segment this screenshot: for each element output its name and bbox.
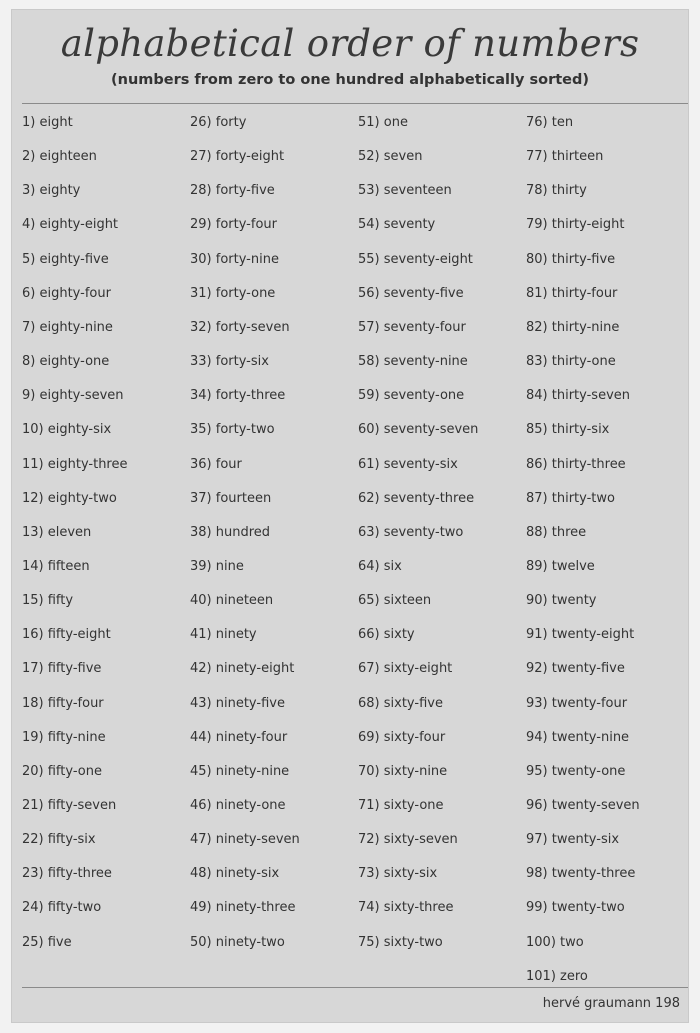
list-item: 2) eighteen	[22, 149, 97, 165]
list-item: 77) thirteen	[526, 149, 604, 165]
list-item: 99) twenty-two	[526, 900, 625, 916]
list-item: 41) ninety	[190, 627, 257, 643]
list-item: 52) seven	[358, 149, 423, 165]
list-item: 15) fifty	[22, 593, 74, 609]
list-item: 49) ninety-three	[190, 900, 296, 916]
list-item: 100) two	[526, 934, 584, 950]
list-item: 72) sixty-seven	[358, 832, 458, 848]
list-item: 16) fifty-eight	[22, 627, 111, 643]
list-item: 24) fifty-two	[22, 900, 102, 916]
list-item: 45) ninety-nine	[190, 763, 290, 779]
list-item: 27) forty-eight	[190, 149, 285, 165]
list-item: 59) seventy-one	[358, 388, 465, 404]
list-item: 48) ninety-six	[190, 866, 280, 882]
list-item: 37) fourteen	[190, 490, 272, 506]
list-item: 43) ninety-five	[190, 695, 285, 711]
list-item: 32) forty-seven	[190, 319, 290, 335]
list-item: 40) nineteen	[190, 593, 274, 609]
list-item: 26) forty	[190, 115, 247, 130]
list-item: 3) eighty	[22, 183, 81, 199]
list-item: 6) eighty-four	[22, 285, 111, 301]
list-item: 38) hundred	[190, 524, 271, 540]
list-item: 78) thirty	[526, 183, 587, 199]
list-item: 60) seventy-seven	[358, 422, 479, 438]
bottom-divider	[22, 987, 688, 988]
list-item: 51) one	[358, 115, 408, 130]
list-item: 58) seventy-nine	[358, 354, 468, 370]
top-divider	[22, 103, 688, 104]
list-item: 101) zero	[526, 968, 588, 984]
list-item: 97) twenty-six	[526, 832, 620, 848]
list-item: 75) sixty-two	[358, 934, 443, 950]
list-item: 80) thirty-five	[526, 251, 616, 267]
list-item: 87) thirty-two	[526, 490, 615, 506]
list-item: 19) fifty-nine	[22, 729, 106, 745]
list-item: 50) ninety-two	[190, 934, 285, 950]
list-item: 94) twenty-nine	[526, 729, 630, 745]
list-item: 54) seventy	[358, 217, 436, 233]
list-item: 18) fifty-four	[22, 695, 104, 711]
list-item: 98) twenty-three	[526, 866, 636, 882]
list-item: 93) twenty-four	[526, 695, 628, 711]
list-item: 71) sixty-one	[358, 798, 444, 813]
list-item: 66) sixty	[358, 627, 415, 643]
list-item: 56) seventy-five	[358, 285, 464, 301]
list-item: 5) eighty-five	[22, 251, 109, 267]
list-item: 84) thirty-seven	[526, 388, 630, 404]
list-item: 42) ninety-eight	[190, 661, 295, 677]
list-item: 46) ninety-one	[190, 798, 286, 813]
list-item: 12) eighty-two	[22, 490, 117, 506]
list-item: 11) eighty-three	[22, 456, 128, 472]
list-item: 35) forty-two	[190, 422, 275, 438]
list-item: 36) four	[190, 456, 242, 472]
list-item: 57) seventy-four	[358, 319, 466, 335]
list-item: 74) sixty-three	[358, 900, 454, 916]
list-item: 22) fifty-six	[22, 832, 96, 848]
list-item: 64) six	[358, 558, 402, 574]
list-item: 20) fifty-one	[22, 763, 102, 779]
list-item: 79) thirty-eight	[526, 217, 625, 233]
list-item: 69) sixty-four	[358, 729, 446, 745]
list-item: 14) fifteen	[22, 558, 90, 574]
list-item: 63) seventy-two	[358, 524, 464, 540]
list-item: 47) ninety-seven	[190, 832, 300, 848]
list-item: 96) twenty-seven	[526, 798, 640, 813]
list-item: 1) eight	[22, 115, 73, 130]
list-item: 28) forty-five	[190, 183, 275, 199]
list-item: 76) ten	[526, 115, 574, 130]
list-item: 13) eleven	[22, 524, 92, 540]
list-item: 25) five	[22, 934, 72, 950]
list-item: 82) thirty-nine	[526, 319, 620, 335]
list-item: 10) eighty-six	[22, 422, 112, 438]
list-item: 33) forty-six	[190, 354, 269, 370]
list-item: 4) eighty-eight	[22, 217, 119, 233]
list-item: 91) twenty-eight	[526, 627, 635, 643]
list-item: 39) nine	[190, 558, 244, 574]
list-item: 95) twenty-one	[526, 763, 626, 779]
list-item: 29) forty-four	[190, 217, 277, 233]
list-item: 55) seventy-eight	[358, 251, 473, 267]
list-item: 8) eighty-one	[22, 354, 110, 370]
list-item: 62) seventy-three	[358, 490, 475, 506]
list-item: 34) forty-three	[190, 388, 286, 404]
list-item: 89) twelve	[526, 558, 595, 574]
list-item: 70) sixty-nine	[358, 763, 448, 779]
list-item: 83) thirty-one	[526, 354, 616, 370]
list-item: 68) sixty-five	[358, 695, 443, 711]
list-item: 21) fifty-seven	[22, 798, 117, 813]
page-subtitle: (numbers from zero to one hundred alphabetically sorted)	[111, 72, 589, 88]
list-item: 73) sixty-six	[358, 866, 438, 882]
list-item: 30) forty-nine	[190, 251, 279, 267]
list-item: 90) twenty	[526, 593, 597, 609]
list-item: 53) seventeen	[358, 183, 452, 199]
list-item: 23) fifty-three	[22, 866, 112, 882]
list-item: 17) fifty-five	[22, 661, 102, 677]
list-item: 44) ninety-four	[190, 729, 288, 745]
list-item: 7) eighty-nine	[22, 319, 113, 335]
list-item: 65) sixteen	[358, 593, 432, 609]
list-item: 88) three	[526, 524, 587, 540]
author-credit: hervé graumann 198	[542, 996, 680, 1011]
list-item: 61) seventy-six	[358, 456, 458, 472]
list-item: 92) twenty-five	[526, 661, 625, 677]
list-item: 31) forty-one	[190, 285, 276, 301]
list-item: 85) thirty-six	[526, 422, 610, 438]
list-item: 9) eighty-seven	[22, 388, 124, 404]
list-item: 81) thirty-four	[526, 285, 618, 301]
page-title: alphabetical order of numbers	[60, 22, 640, 65]
list-item: 86) thirty-three	[526, 456, 626, 472]
document-sheet	[12, 10, 688, 1022]
list-item: 67) sixty-eight	[358, 661, 453, 677]
